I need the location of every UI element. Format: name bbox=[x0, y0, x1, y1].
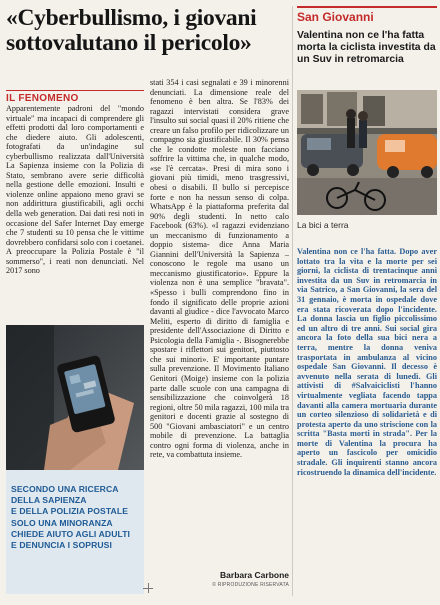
phone-photo bbox=[6, 325, 144, 470]
highlight-caption-box bbox=[6, 470, 144, 594]
caption-line: E DELLA POLIZIA POSTALE bbox=[11, 506, 129, 517]
bike-on-ground-icon bbox=[297, 90, 437, 215]
copyright-notice: © RIPRODUZIONE RISERVATA bbox=[212, 582, 289, 588]
article-body-column-1: Apparentemente padroni del "mondo virtuale" ma incapaci di comprendere gli effetti prodotti dal loro comportamenti e che diedere aiuto. Gli adolescenti, fotografati da un'indagine sul cyberbullismo realizzata dall'Università La Sapienza insieme con la Polizia di Stato, sembrano avere serie difficoltà nella gestione delle emozioni. Insulti e violenze online appaiono meno gravi se non addirittura giustificabili, agli occhi della web generation. Dai dati resi noti in occasione del Safer Internet Day emerge che 7 studenti su 10 pensa che le vittime dovrebbero confidarsi solo con i coetanei. A preoccupare la Polizia Postale è "il sommerso", i reati non denunciati. Nel 2017 sono bbox=[6, 104, 144, 276]
sidebar-section-label: San Giovanni bbox=[297, 6, 437, 24]
article-headline: «Cyberbullismo, i giovani sottovalutano il pericolo» bbox=[6, 5, 257, 56]
caption-line: CHIEDE AIUTO AGLI ADULTI bbox=[11, 528, 131, 539]
caption-line: DELLA SAPIENZA bbox=[11, 495, 87, 506]
column-divider bbox=[292, 6, 293, 596]
sidebar-body: Valentina non ce l'ha fatta. Dopo aver lottato tra la vita e la morte per sei giorni, la ciclista di trentacinque anni investita da un Suv in retromarcia in via Satrico, a San Giovanni, la sera del 31 gennaio, è morta in ospedale dove era stata ricoverata dopo l'incidente. La donna lascia un figlio piccolissimo ed un altro di tre anni. Sui social gira ancora la foto della sua bici nera a terra, mentre la donna veniva trasportata in ambulanza al vicino ospedale San Giovanni. Il decesso è avvenuto nella serata di lunedì. Gli attivisti di #Salvaiciclisti l'hanno virtualmente vegliata facendo tappa davanti alla camera mortuaria durante un corteo silenzioso di solidarietà e di protesta aperto da uno striscione con la scritta "Basta morti in strada". Per la morte di Valentina la procura ha aperto un fascicolo per omicidio stradale. Gli inquirenti stanno ancora ricostruendo la dinamica dell'incidente. bbox=[297, 247, 437, 477]
highlight-caption bbox=[11, 484, 139, 551]
article-byline: Barbara Carbone bbox=[220, 570, 289, 580]
accident-photo bbox=[297, 90, 437, 215]
sidebar-photo-caption: La bici a terra bbox=[297, 220, 349, 230]
person-holding-phone-icon bbox=[6, 325, 144, 470]
caption-line: E DENUNCIA I SOPRUSI bbox=[11, 540, 112, 551]
article-body-column-2: stati 354 i casi segnalati e 39 i minorenni denunciati. La dimensione reale del fenomeno è ben altra. Se l'83% dei ragazzi intervistati considera grave l'insulto sui social quasi il 20% ritiene che creare un falso profilo per ridicolizzare un compagno sia giustificabile. Il 30% pensa che le condotte moleste non facciano soffrire la vittima che, in qualche modo, «se l'è cercata». Presi di mira sono i giovani più timidi, meno trasgressivi, obesi o disabili. Il bullo si percepisce forte e non ha nessun senso di colpa. WhatsApp è la piattaforma preferita dal 90% degli studenti. In netto calo Facebook (63%). «I ragazzi evidenziano un meccanismo di funzionamento a doppio sistema- dice Anna Maria Giannini dell'Università la Sapienza – conoscono le regole ma usano un meccanismo giustificatorio». Eppure la violenza non è una semplice "bravata". «Spesso i bulli comprendono fino in fondo il significato delle proprie azioni davanti al giudice - dice l'avvocato Marco Meliti, esperto di diritto di famiglia e presidente dell'Associazione di Diritto e Psicologia della Famiglia -. Bisognerebbe spostare i riflettori sui genitori, piuttosto che sui minori». E' importante puntare sulla prevenzione. Il Movimento Italiano Genitori (Moige) insieme con la polizia parte dalle scuole con una campagna di sensibilizzazione che coinvolgerà 18 regioni, oltre 50 mila ragazzi, 100 mila tra genitori e docenti grazie al sostegno di 500 "Giovani ambasciatori" e un centro mobile di prevenzione. La battaglia contro ogni forma di violenza, anche in rete, va combattuta insieme. bbox=[150, 78, 289, 460]
crop-mark-icon bbox=[143, 583, 153, 593]
caption-line: SOLO UNA MINORANZA bbox=[11, 517, 113, 528]
article-kicker: IL FENOMENO bbox=[6, 90, 144, 104]
caption-line: SECONDO UNA RICERCA bbox=[11, 484, 119, 494]
sidebar-headline: Valentina non ce l'ha fatta morta la ciclista investita da un Suv in retromarcia bbox=[297, 30, 436, 65]
